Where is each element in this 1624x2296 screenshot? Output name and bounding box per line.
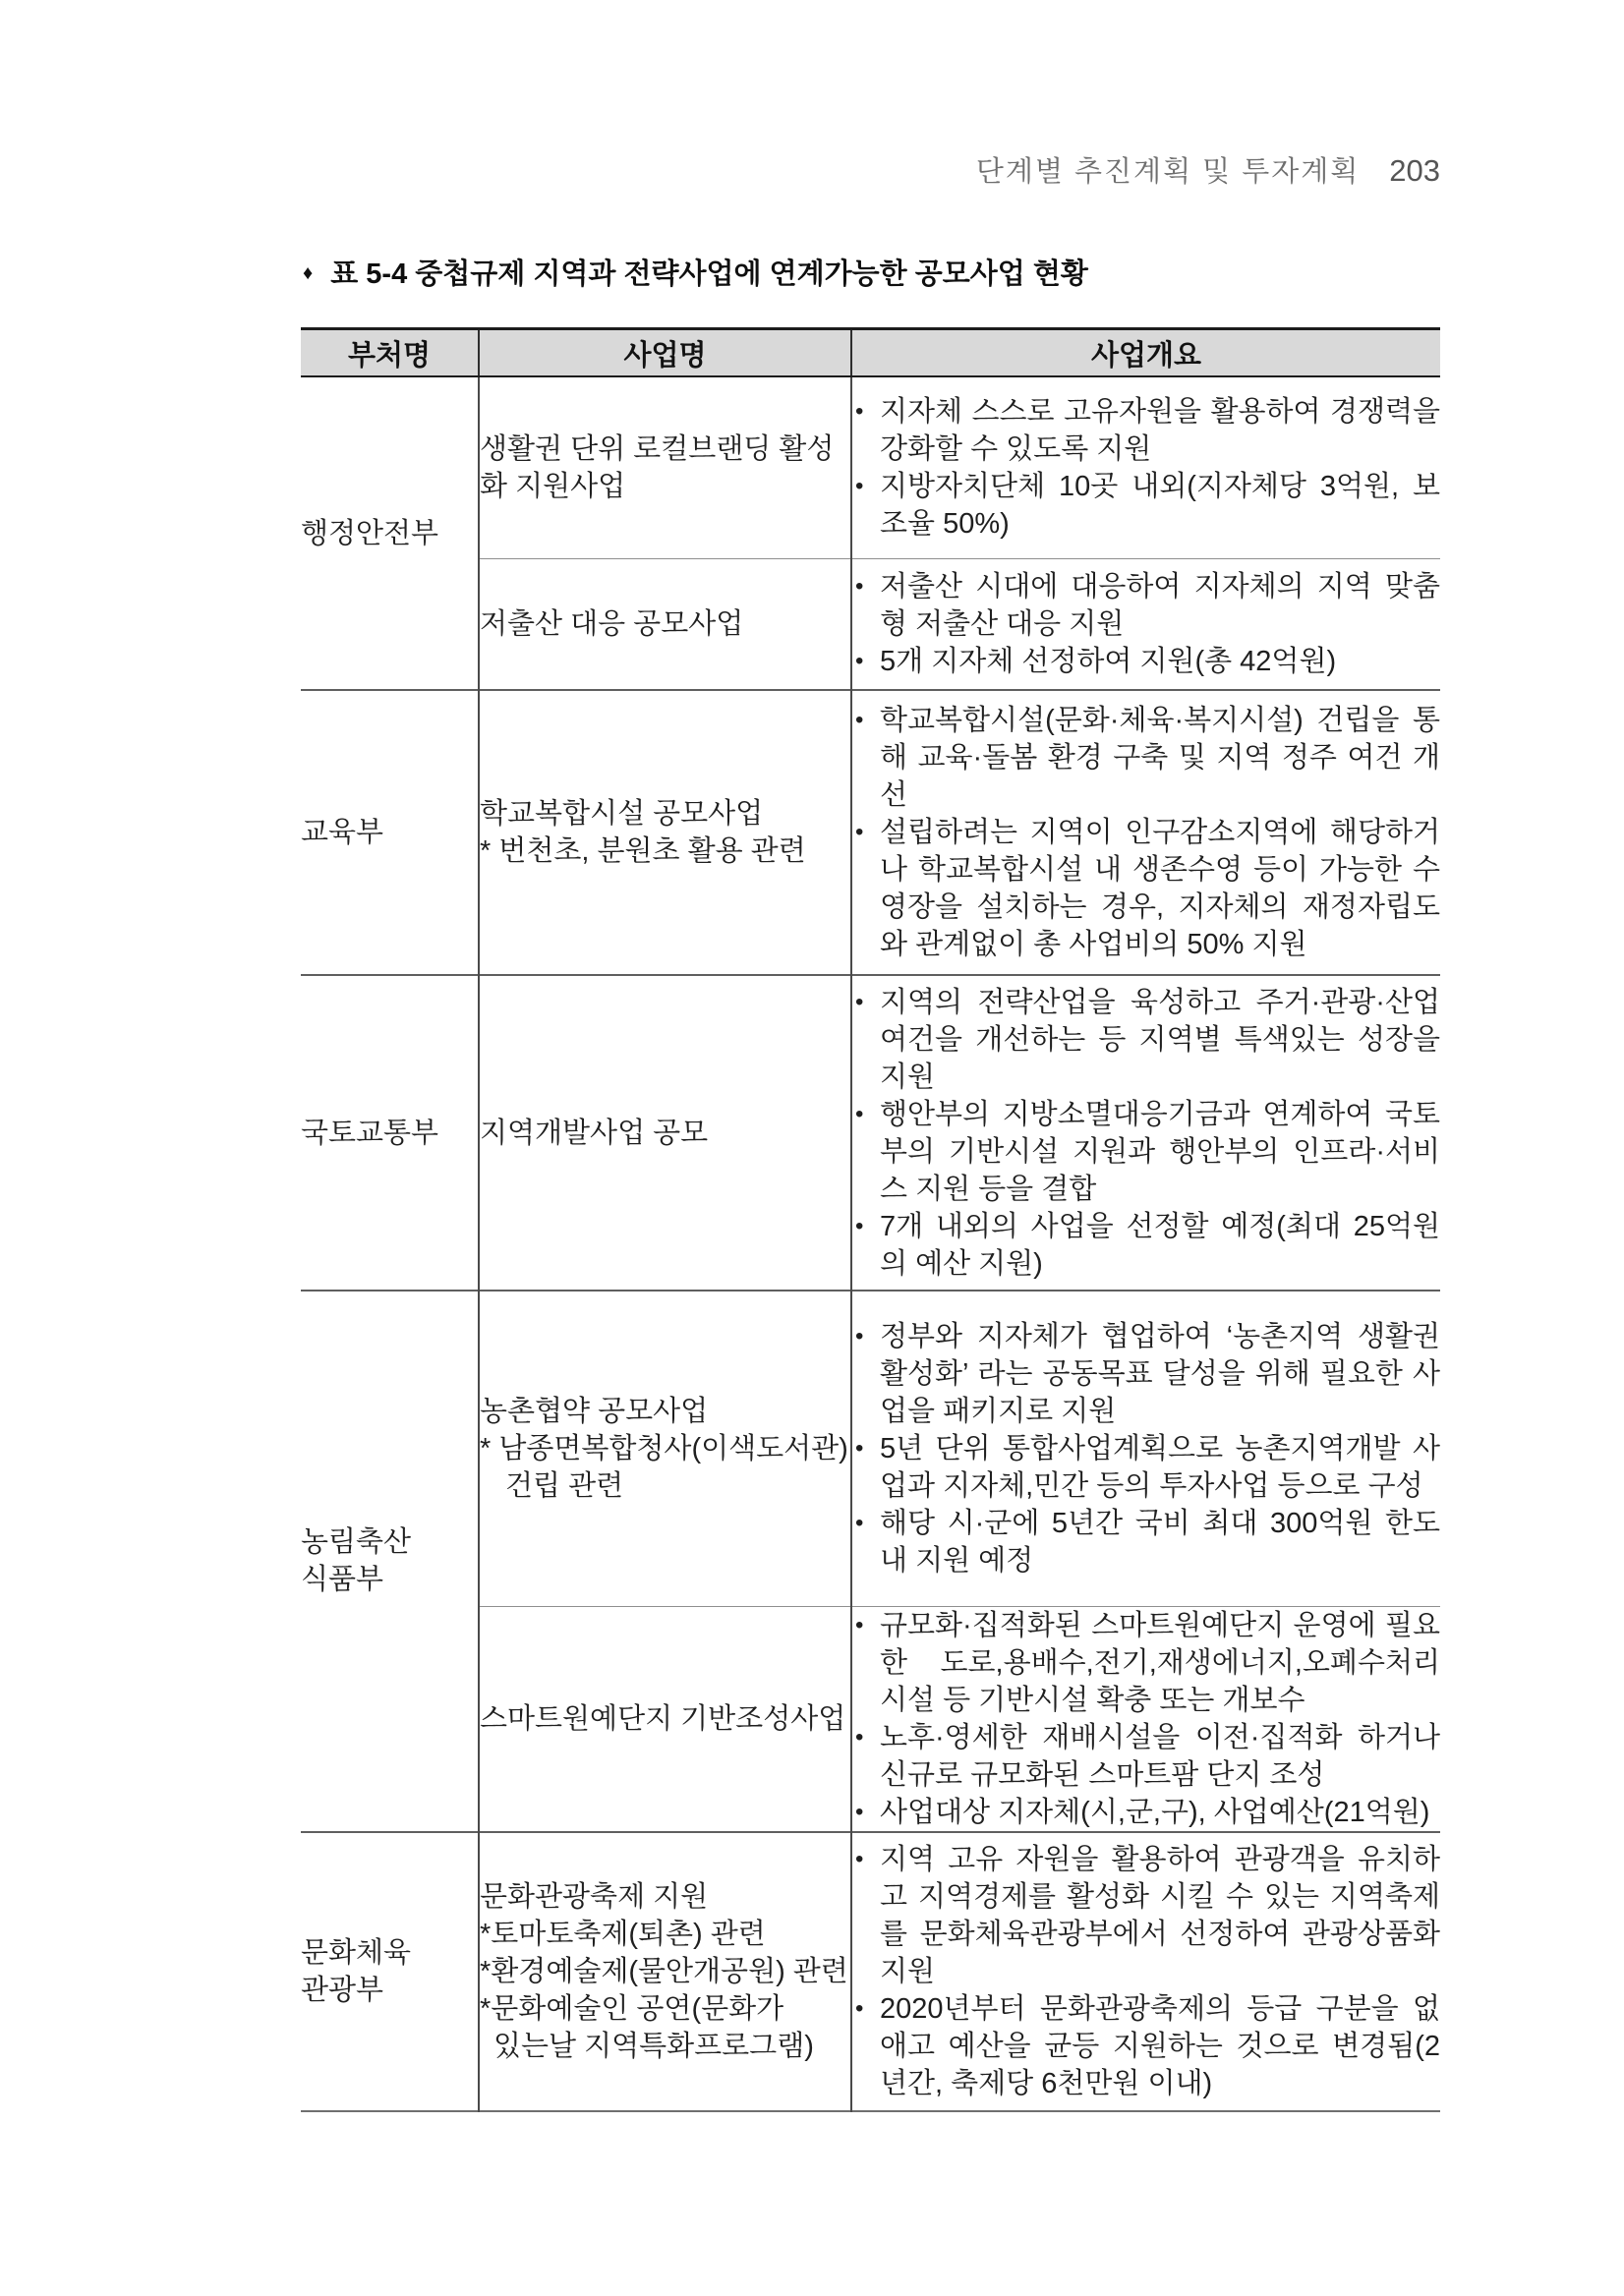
- overview-text: 정부와 지자체가 협업하여 ‘농촌지역 생활권 활성화’ 라는 공동목표 달성을 위해 필요한 사업을 패키지로 지원: [880, 1320, 1440, 1427]
- diamond-bullet-icon: ♦: [303, 262, 314, 284]
- overview-text: 규모화·집적화된 스마트원예단지 운영에 필요한 도로,용배수,전기,재생에너지,오폐수처리시설 등 기반시설 확충 또는 개보수: [880, 1609, 1440, 1716]
- overview-cell: [851, 1606, 1440, 1832]
- overview-text: 2020년부터 문화관광축제의 등급 구분을 없애고 예산을 균등 지원하는 것으로 변경됨(2년간, 축제당 6천만원 이내): [880, 1992, 1440, 2099]
- bullet-icon: •: [855, 1723, 864, 1751]
- project-name-line: 저출산 대응 공모사업: [480, 607, 744, 640]
- overview-cell: [851, 975, 1440, 1291]
- project-name-line: 학교복합시설 공모사업: [480, 798, 764, 830]
- column-header-overview: 사업개요: [851, 329, 1440, 377]
- overview-text: 해당 시·군에 5년간 국비 최대 300억원 한도 내 지원 예정: [880, 1507, 1440, 1577]
- table-row: [301, 1832, 1440, 2111]
- table-row: [301, 376, 1440, 558]
- bullet-icon: •: [855, 1994, 864, 2022]
- project-name-line: 생활권 단위 로컬브랜딩 활성: [480, 432, 835, 465]
- overview-text: 노후·영세한 재배시설을 이전·집적화 하거나 신규로 규모화된 스마트팜 단지 조성: [880, 1721, 1440, 1791]
- project-name-line: *문화예술인 공연(문화가: [480, 1992, 784, 2025]
- overview-cell: [851, 1291, 1440, 1606]
- ministry-name: 문화체육: [301, 1936, 412, 1969]
- ministry-name: 행정안전부: [301, 517, 439, 549]
- overview-text: 7개 내외의 사업을 선정할 예정(최대 25억원의 예산 지원): [880, 1210, 1440, 1280]
- overview-cell: [851, 558, 1440, 690]
- ministry-name: 교육부: [301, 817, 384, 848]
- project-name-line: *환경예술제(물안개공원) 관련: [480, 1955, 848, 1987]
- overview-text: 저출산 시대에 대응하여 지자체의 지역 맞춤형 저출산 대응 지원: [880, 570, 1440, 640]
- overview-bullet-item: [852, 984, 1440, 1096]
- overview-cell: [851, 690, 1440, 975]
- project-name-line: *토마토축제(퇴촌) 관련: [480, 1918, 766, 1950]
- bullet-icon: •: [855, 472, 864, 499]
- overview-text: 지역의 전략산업을 육성하고 주거·관광·산업여건을 개선하는 등 지역별 특색있는 성장을 지원: [880, 986, 1440, 1093]
- bullet-icon: •: [855, 707, 864, 733]
- bullet-icon: •: [855, 397, 864, 425]
- running-header: [976, 149, 1440, 190]
- overview-bullet-item: [852, 1990, 1440, 2102]
- bullet-icon: •: [855, 988, 864, 1015]
- overview-cell: [851, 1832, 1440, 2111]
- project-name-line: 농촌협약 공모사업: [480, 1395, 709, 1427]
- project-name-line: * 번천초, 분원초 활용 관련: [480, 835, 806, 867]
- bullet-icon: •: [855, 1509, 864, 1536]
- ministry-cell: [301, 1832, 479, 2111]
- project-name-line: 있는날 지역특화프로그램): [493, 2030, 814, 2062]
- overview-bullet-item: [852, 1841, 1440, 1990]
- bullet-icon: •: [855, 1611, 864, 1638]
- table-row: [301, 690, 1440, 975]
- table-row: [301, 975, 1440, 1291]
- overview-cell: [851, 376, 1440, 558]
- overview-bullet-item: [852, 1794, 1440, 1831]
- project-name-cell: [479, 1291, 851, 1606]
- project-name-line: 건립 관련: [505, 1469, 624, 1502]
- project-name-line: * 남종면복합청사(이색도서관): [480, 1432, 848, 1464]
- project-name-cell: [479, 690, 851, 975]
- bullet-icon: •: [855, 1434, 864, 1462]
- overview-bullet-item: [852, 468, 1440, 543]
- overview-bullet-item: [852, 643, 1440, 680]
- ministry-name: 농림축산: [301, 1526, 412, 1559]
- program-table: [301, 327, 1440, 2112]
- overview-text: 학교복합시설(문화·체육·복지시설) 건립을 통해 교육·돌봄 환경 구축 및 지역 정주 여건 개선: [880, 705, 1440, 811]
- table-header-row: [301, 329, 1440, 377]
- overview-text: 지방자치단체 10곳 내외(지자체당 3억원, 보조율 50%): [880, 470, 1440, 540]
- ministry-cell: [301, 376, 479, 690]
- ministry-cell: [301, 1291, 479, 1832]
- overview-bullet-item: [852, 814, 1440, 963]
- column-header-project: 사업명: [479, 329, 851, 377]
- overview-bullet-item: [852, 702, 1440, 814]
- overview-text: 행안부의 지방소멸대응기금과 연계하여 국토부의 기반시설 지원과 행안부의 인프라·서비스 지원 등을 결합: [880, 1098, 1440, 1205]
- project-name-cell: [479, 975, 851, 1291]
- overview-bullet-item: [852, 1719, 1440, 1794]
- overview-text: 5년 단위 통합사업계획으로 농촌지역개발 사업과 지자체,민간 등의 투자사업 등으로 구성: [880, 1432, 1440, 1502]
- ministry-name: 국토교통부: [301, 1117, 439, 1149]
- ministry-name: 관광부: [301, 1974, 384, 2006]
- project-name-cell: [479, 1832, 851, 2111]
- overview-text: 5개 지자체 선정하여 지원(총 42억원): [880, 645, 1337, 677]
- bullet-icon: •: [855, 1845, 864, 1872]
- bullet-icon: •: [855, 1100, 864, 1127]
- bullet-icon: •: [855, 1212, 864, 1239]
- overview-text: 지역 고유 자원을 활용하여 관광객을 유치하고 지역경제를 활성화 시킬 수 있는 지역축제를 문화체육관광부에서 선정하여 관광상품화 지원: [880, 1843, 1440, 1987]
- project-name-line: 문화관광축제 지원: [480, 1880, 709, 1913]
- table-row: [301, 1291, 1440, 1606]
- overview-bullet-item: [852, 1096, 1440, 1208]
- overview-bullet-item: [852, 568, 1440, 643]
- bullet-icon: •: [855, 819, 864, 845]
- overview-bullet-item: [852, 1430, 1440, 1505]
- overview-bullet-item: [852, 1607, 1440, 1719]
- column-header-ministry: 부처명: [301, 329, 479, 377]
- project-name-line: 스마트원예단지 기반조성사업: [480, 1702, 846, 1735]
- overview-bullet-item: [852, 1208, 1440, 1283]
- table-caption-text: 표 5-4 중첩규제 지역과 전략사업에 연계가능한 공모사업 현황: [330, 258, 1088, 290]
- ministry-cell: [301, 690, 479, 975]
- project-name-line: 화 지원사업: [480, 470, 626, 502]
- ministry-cell: [301, 975, 479, 1291]
- bullet-icon: •: [855, 572, 864, 600]
- project-name-cell: [479, 376, 851, 558]
- overview-bullet-item: [852, 1505, 1440, 1579]
- overview-bullet-item: [852, 1318, 1440, 1430]
- bullet-icon: •: [855, 1322, 864, 1349]
- overview-text: 지자체 스스로 고유자원을 활용하여 경쟁력을 강화할 수 있도록 지원: [880, 395, 1440, 465]
- running-header-title: 단계별 추진계획 및 투자계획: [975, 156, 1361, 188]
- page-number: 203: [1389, 153, 1440, 188]
- overview-bullet-item: [852, 393, 1440, 468]
- overview-text: 설립하려는 지역이 인구감소지역에 해당하거나 학교복합시설 내 생존수영 등이 가능한 수영장을 설치하는 경우, 지자체의 재정자립도와 관계없이 총 사업비의 50% 지원: [880, 817, 1440, 960]
- project-name-line: 지역개발사업 공모: [480, 1117, 709, 1149]
- overview-text: 사업대상 지자체(시,군,구), 사업예산(21억원): [880, 1796, 1430, 1828]
- bullet-icon: •: [855, 1798, 864, 1825]
- ministry-name: 식품부: [301, 1564, 384, 1596]
- project-name-cell: [479, 1606, 851, 1832]
- table-caption: [303, 252, 1482, 292]
- project-name-cell: [479, 558, 851, 690]
- bullet-icon: •: [855, 647, 864, 674]
